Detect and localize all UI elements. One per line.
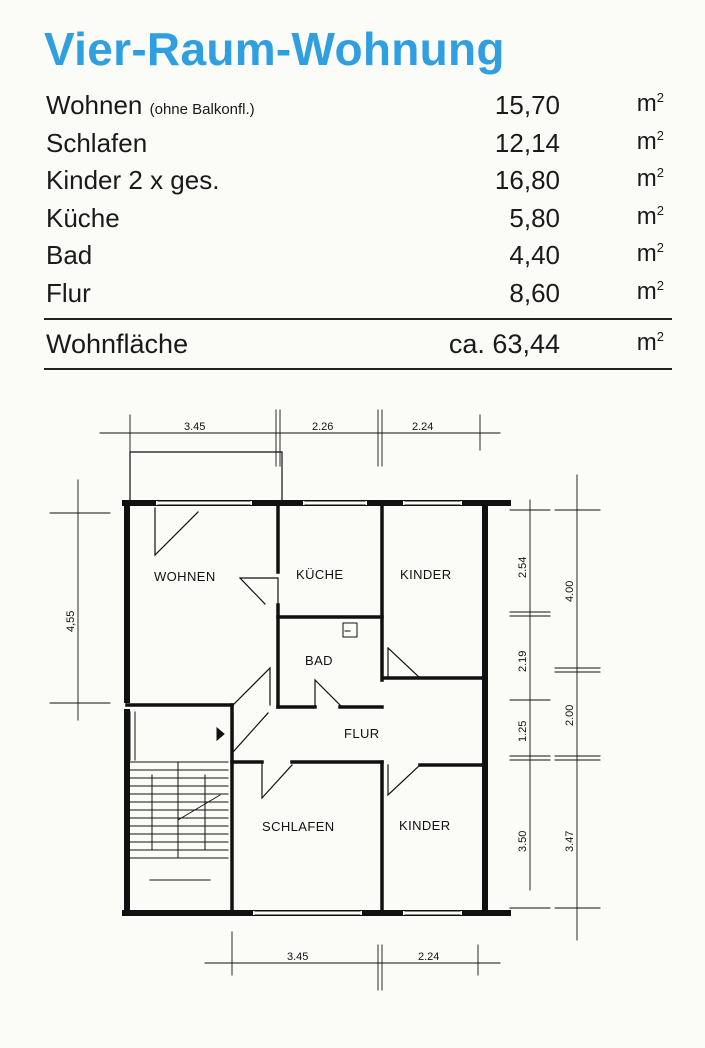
area-value: 4,40 — [509, 240, 560, 270]
area-label: Flur — [46, 277, 91, 308]
area-value: 16,80 — [494, 165, 560, 195]
area-label: Wohnen — [46, 90, 143, 120]
dim-label-right-4: 3.50 — [517, 830, 529, 852]
area-label: Bad — [46, 240, 93, 270]
area-note: (ohne Balkonfl.) — [149, 101, 255, 118]
dim-label-top-1: 3.45 — [184, 421, 206, 433]
area-label: Schlafen — [46, 127, 148, 158]
dim-label-top-3: 2.24 — [412, 421, 434, 433]
area-row-schlafen — [46, 124, 672, 162]
area-unit: $m^2$ — [636, 240, 664, 267]
divider-top — [44, 318, 672, 320]
area-value: 15,70 — [494, 90, 560, 120]
area-unit: $m^2$ — [636, 127, 664, 155]
dim-label-top-2: 2.26 — [312, 421, 334, 433]
room-label-kinder-top: KINDER — [400, 567, 452, 582]
dim-label-right-1: 2.54 — [517, 556, 529, 578]
area-unit: $m^2$ — [636, 165, 664, 192]
staircase — [130, 712, 228, 880]
floor-plan — [0, 380, 705, 1000]
dim-label-far-right-3: 3.47 — [564, 830, 576, 852]
room-label-wohnen: WOHNEN — [154, 569, 216, 584]
area-value: 12,14 — [494, 127, 560, 158]
interior-walls — [127, 503, 485, 913]
area-unit: $m^2$ — [636, 90, 664, 117]
area-value: 5,80 — [509, 202, 560, 233]
area-label: Kinder 2 x ges. — [46, 165, 220, 195]
dim-label-right-2: 2.19 — [517, 650, 529, 672]
area-unit: $m^2$ — [636, 202, 664, 230]
area-row-kueche — [46, 199, 672, 237]
area-row-wohnen — [46, 86, 672, 124]
total-unit: $m^2$ — [636, 329, 664, 356]
page-title: Vier-Raum-Wohnung — [44, 23, 505, 75]
room-label-schlafen: SCHLAFEN — [262, 819, 335, 834]
dim-label-bottom-1: 3.45 — [287, 951, 309, 963]
dim-label-far-right-2: 2.00 — [564, 704, 576, 726]
divider-bottom — [44, 368, 672, 370]
area-total-row — [46, 325, 672, 365]
dimension-lines — [50, 410, 600, 990]
room-label-bad: BAD — [305, 653, 333, 668]
entry-marker — [217, 728, 224, 740]
balcony — [130, 452, 282, 500]
area-row-flur — [46, 274, 672, 312]
shower-symbol — [343, 623, 357, 637]
dim-label-left-1: 4,55 — [65, 610, 77, 632]
total-label: Wohnfläche — [46, 329, 189, 359]
area-row-bad — [46, 236, 672, 274]
area-table — [46, 86, 672, 311]
dim-label-far-right-1: 4.00 — [564, 580, 576, 602]
room-label-flur: FLUR — [344, 726, 380, 741]
room-label-kinder-bottom: KINDER — [399, 818, 451, 833]
area-row-kinder — [46, 161, 672, 199]
area-value: 8,60 — [509, 277, 560, 308]
dim-label-bottom-2: 2.24 — [418, 951, 440, 963]
area-unit: $m^2$ — [636, 277, 664, 305]
area-label: Küche — [46, 202, 120, 233]
room-label-kueche: KÜCHE — [296, 567, 344, 582]
dim-label-right-3: 1.25 — [517, 720, 529, 742]
total-value: ca. 63,44 — [448, 329, 560, 359]
